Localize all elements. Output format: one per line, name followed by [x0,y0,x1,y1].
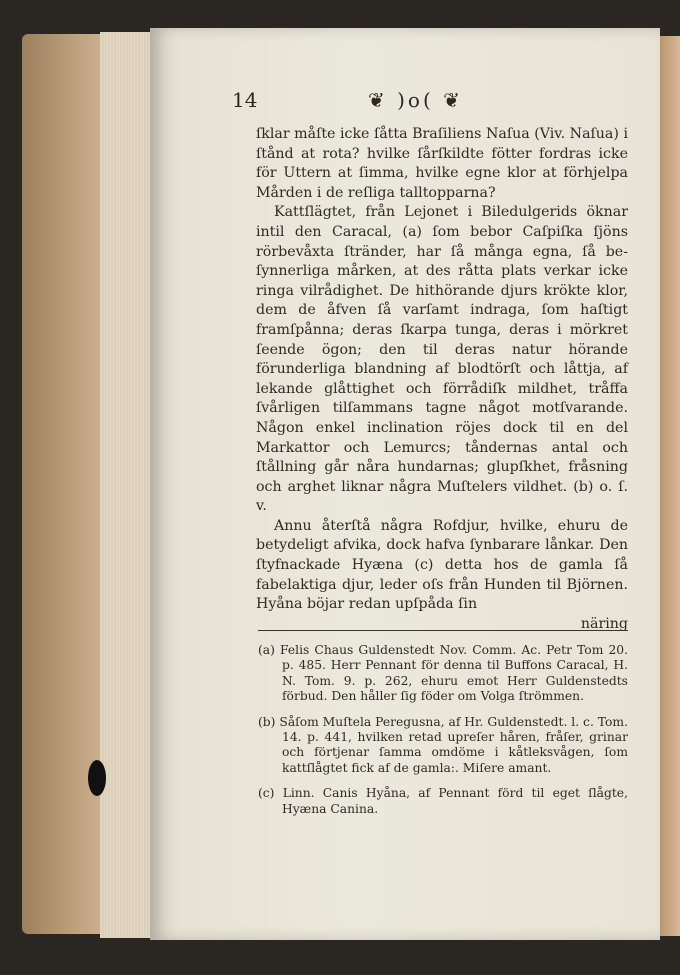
catchword: näring [580,615,628,632]
body-text [256,125,628,634]
binding-mark [88,760,106,796]
facing-page-edge [658,36,680,936]
paragraph-2: Kattſlägtet, från Lejonet i Biledulgerids öknar intil den Caracal, (a) ſom bebor Caſpiſka ſjöns rörbevåxta ſtränder, har ſå många egna, ſå be-ſynnerliga mårken, at des råtta plats verkar icke ringa vilrådighet. De hithörande djurs krökte klor, dem de åfven ſå varſamt indraga, ſom haſtigt framſpånna; deras ſkarpa tunga, deras i mörkret ſeende ögon; den til deras natur hörande förunderliga blandning af blodtörſt och låttja, af lekande glåttighet och förrådiſk mildhet, tråffa ſvårligen tilſammans tagne något motſvarande. Någon enkel inclination röjes dock til en del Markattor och Lemurcs; tåndernas antal och ſtållning går nåra hundarnas; glupſkhet, fråsning och arghet liknar några Muſtelers vildhet. (b) o. ſ. v. [256,204,628,515]
paragraph-1: ſklar måſte icke ſåtta Braſiliens Naſua (Viv. Naſua) i ſtånd at rota? hvilke ſårſkildte fötter fordras icke för Uttern at ſimma, hvilke egne klor at förhjelpa Mården i de reſliga talltopparna? [256,126,628,201]
page-number: 14 [232,88,258,112]
footnotes [258,643,628,827]
footnote-c: (c) Linn. Canis Hyåna, af Pennant förd til eget ſlågte, Hyæna Canina. [258,786,628,816]
page-header [232,88,652,116]
footnote-rule [258,630,628,631]
footnote-a: (a) Felis Chaus Guldenstedt Nov. Comm. Ac. Petr Tom 20. p. 485. Herr Pennant för denna til Buffons Caracal, H. N. Tom. 9. p. 262, ehuru emot Herr Guldenstedts förbud. Den håller ſig föder om Volga ſtrömmen. [258,643,628,704]
footnote-b: (b) Såſom Muſtela Peregusna, af Hr. Guldenstedt. l. c. Tom. 14. p. 441, hvilken retad upreſer håren, fråſer, grinar och förtjenar ſamma omdöme i kåtleksvågen, ſom kattſlågtet fick af de gamla:. Miſere amant. [258,714,628,775]
header-ornament: ❦ )o( ❦ [368,88,463,112]
paragraph-3: Annu återſtå några Rofdjur, hvilke, ehuru de betydeligt afvika, dock hafva ſynbarare lånkar. Den ſtyfnackade Hyæna (c) detta hos de gamla ſå fabelaktiga djur, leder oſs från Hunden til Björnen. Hyåna böjar redan upſpåda ſin [256,517,628,613]
